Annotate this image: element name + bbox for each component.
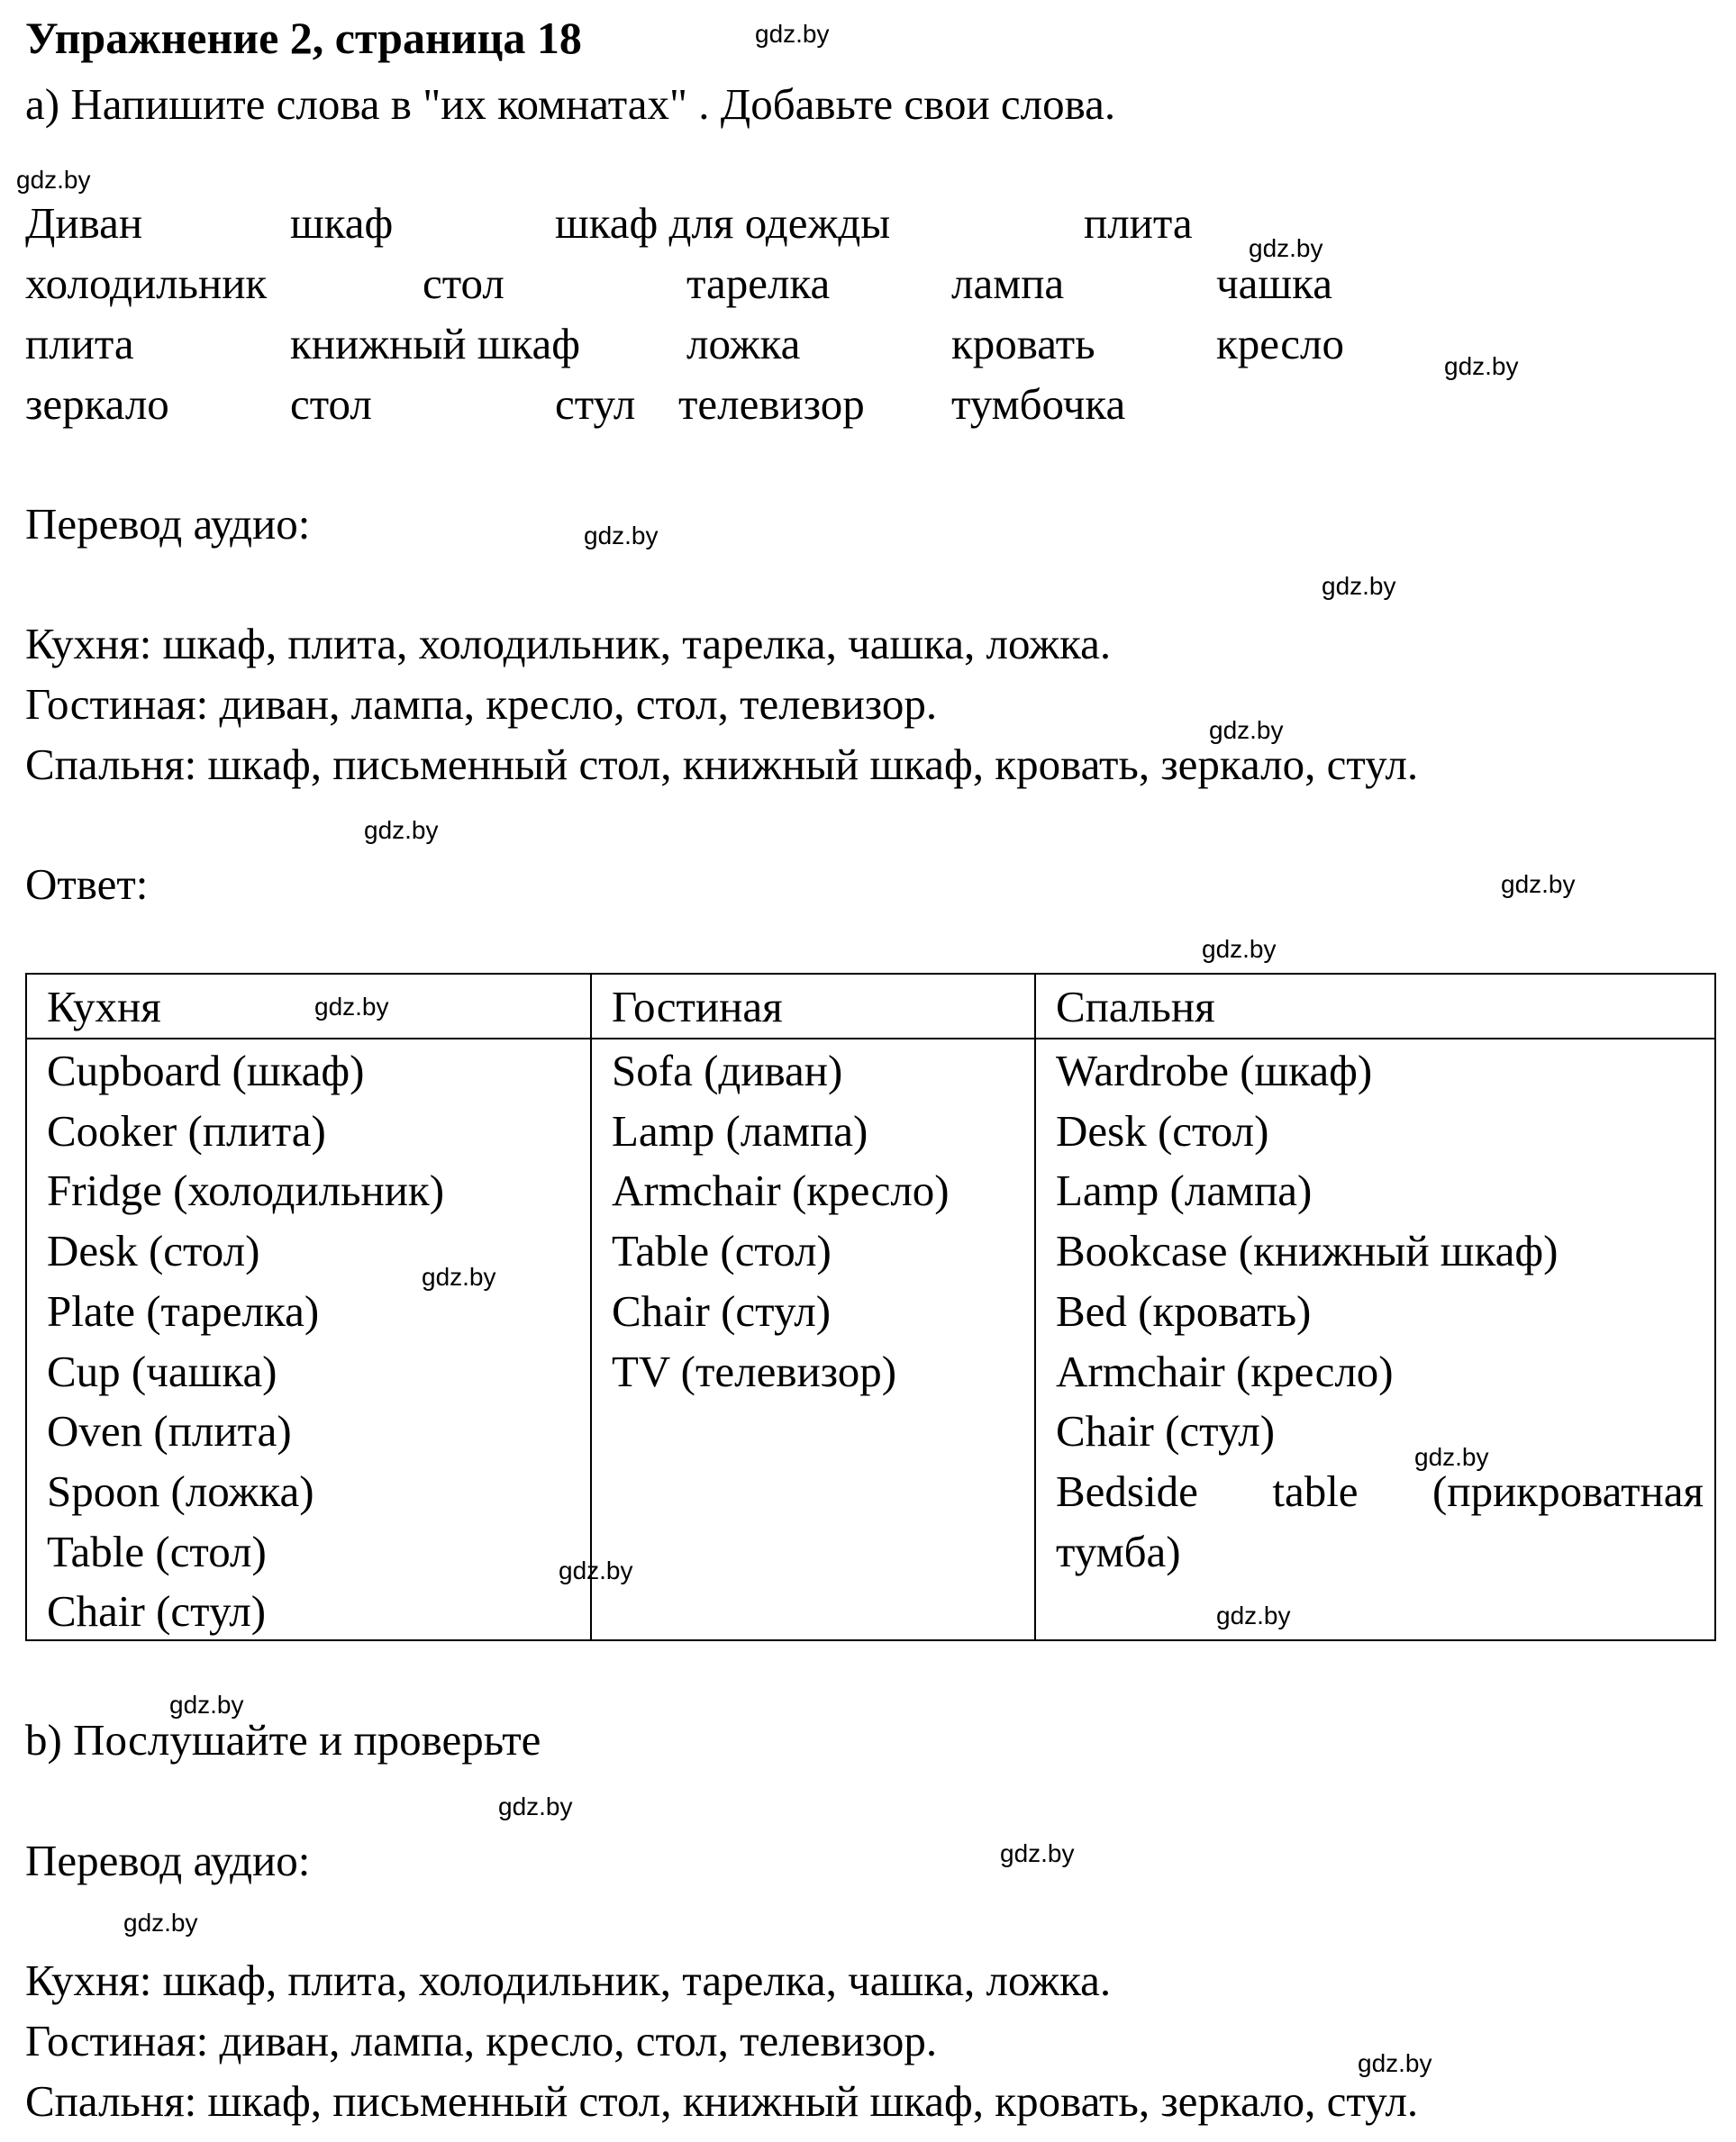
task-b-instruction: b) Послушайте и проверьте	[25, 1715, 541, 1765]
watermark: gdz.by	[1358, 2049, 1432, 2077]
word-bank-item: шкаф	[290, 198, 394, 248]
audio-kitchen-line: Кухня: шкаф, плита, холодильник, тарелка, чашка, ложка.	[25, 619, 1112, 668]
watermark: gdz.by	[314, 993, 389, 1021]
watermark: gdz.by	[1216, 1602, 1291, 1629]
watermark: gdz.by	[16, 166, 91, 194]
watermark: gdz.by	[755, 20, 830, 48]
word-bank-item: стол	[290, 379, 372, 429]
watermark: gdz.by	[364, 816, 439, 844]
word-bank-item: лампа	[951, 259, 1065, 308]
word-bank-item: плита	[1084, 198, 1193, 248]
watermark: gdz.by	[1209, 716, 1284, 744]
table-cell: Plate (тарелка)	[47, 1285, 320, 1336]
watermark: gdz.by	[498, 1793, 573, 1820]
answer-label: Ответ:	[25, 859, 149, 909]
watermark: gdz.by	[559, 1557, 633, 1584]
word-bank-item: книжный шкаф	[290, 319, 581, 368]
task-a-instruction: а) Напишите слова в "их комнатах" . Добавьте свои слова.	[25, 79, 1116, 129]
word-bank-item: зеркало	[25, 379, 169, 429]
watermark: gdz.by	[584, 522, 659, 549]
word-bank-item: кровать	[951, 319, 1095, 368]
table-cell: Bookcase (книжный шкаф)	[1056, 1226, 1559, 1276]
audio-living-room-line: Гостиная: диван, лампа, кресло, стол, телевизор.	[25, 679, 938, 729]
audio-translation-label: Перевод аудио:	[25, 1836, 311, 1885]
bedroom-column	[1034, 975, 1714, 1639]
table-cell: Oven (плита)	[47, 1406, 292, 1457]
audio-translation-label: Перевод аудио:	[25, 499, 311, 549]
table-cell: Table (стол)	[612, 1226, 832, 1276]
watermark: gdz.by	[1249, 234, 1323, 262]
answer-table	[25, 973, 1716, 1641]
word-bank-item: тумбочка	[951, 379, 1126, 429]
word-bank-item: тарелка	[686, 259, 831, 308]
column-header-living-room: Гостиная	[612, 982, 783, 1031]
table-cell: Lamp (лампа)	[1056, 1166, 1313, 1216]
kitchen-column	[27, 975, 590, 1639]
table-cell: Bed (кровать)	[1056, 1285, 1312, 1336]
column-header-kitchen: Кухня	[47, 982, 161, 1031]
watermark: gdz.by	[422, 1263, 496, 1291]
table-cell: Spoon (ложка)	[47, 1466, 314, 1516]
word-bank-item: шкаф для одежды	[555, 198, 891, 248]
watermark: gdz.by	[1414, 1443, 1489, 1471]
table-cell: Table (стол)	[47, 1526, 267, 1576]
table-cell: Chair (стул)	[612, 1285, 832, 1336]
watermark: gdz.by	[1000, 1839, 1075, 1867]
audio-bedroom-line: Спальня: шкаф, письменный стол, книжный шкаф, кровать, зеркало, стул.	[25, 2076, 1419, 2126]
watermark: gdz.by	[1501, 870, 1576, 898]
watermark: gdz.by	[123, 1909, 198, 1937]
table-cell: Desk (стол)	[47, 1226, 260, 1276]
table-cell: Sofa (диван)	[612, 1046, 843, 1095]
watermark: gdz.by	[169, 1691, 244, 1719]
table-cell: Cup (чашка)	[47, 1346, 277, 1396]
table-cell: Armchair (кресло)	[1056, 1346, 1394, 1396]
watermark: gdz.by	[1322, 572, 1396, 600]
audio-bedroom-line: Спальня: шкаф, письменный стол, книжный шкаф, кровать, зеркало, стул.	[25, 740, 1419, 789]
table-cell: Wardrobe (шкаф)	[1056, 1046, 1373, 1095]
table-cell: TV (телевизор)	[612, 1346, 897, 1396]
table-cell: Desk (стол)	[1056, 1105, 1269, 1156]
word-bank-item: телевизор	[678, 379, 865, 429]
word-bank-item: плита	[25, 319, 134, 368]
table-cell: Fridge (холодильник)	[47, 1166, 445, 1216]
watermark: gdz.by	[1202, 935, 1277, 963]
table-cell: Lamp (лампа)	[612, 1105, 868, 1156]
word-bank-item: чашка	[1216, 259, 1332, 308]
table-cell: Cupboard (шкаф)	[47, 1046, 365, 1095]
watermark: gdz.by	[1444, 352, 1519, 380]
word-bank-item: кресло	[1216, 319, 1344, 368]
word-bank-item: стул	[555, 379, 636, 429]
page-title: Упражнение 2, страница 18	[25, 13, 582, 63]
word-bank-item: Диван	[25, 198, 143, 248]
table-cell: Armchair (кресло)	[612, 1166, 950, 1216]
audio-living-room-line: Гостиная: диван, лампа, кресло, стол, телевизор.	[25, 2016, 938, 2065]
column-header-bedroom: Спальня	[1056, 982, 1215, 1031]
table-cell: Chair (стул)	[47, 1586, 267, 1637]
word-bank-item: холодильник	[25, 259, 268, 308]
table-cell: Bedside table (прикроватная тумба)	[1056, 1466, 1704, 1576]
living-room-column	[590, 975, 1036, 1639]
table-cell: Cooker (плита)	[47, 1105, 326, 1156]
word-bank-item: ложка	[686, 319, 801, 368]
table-cell: Chair (стул)	[1056, 1406, 1276, 1457]
audio-kitchen-line: Кухня: шкаф, плита, холодильник, тарелка, чашка, ложка.	[25, 1956, 1112, 2005]
word-bank-item: стол	[423, 259, 504, 308]
